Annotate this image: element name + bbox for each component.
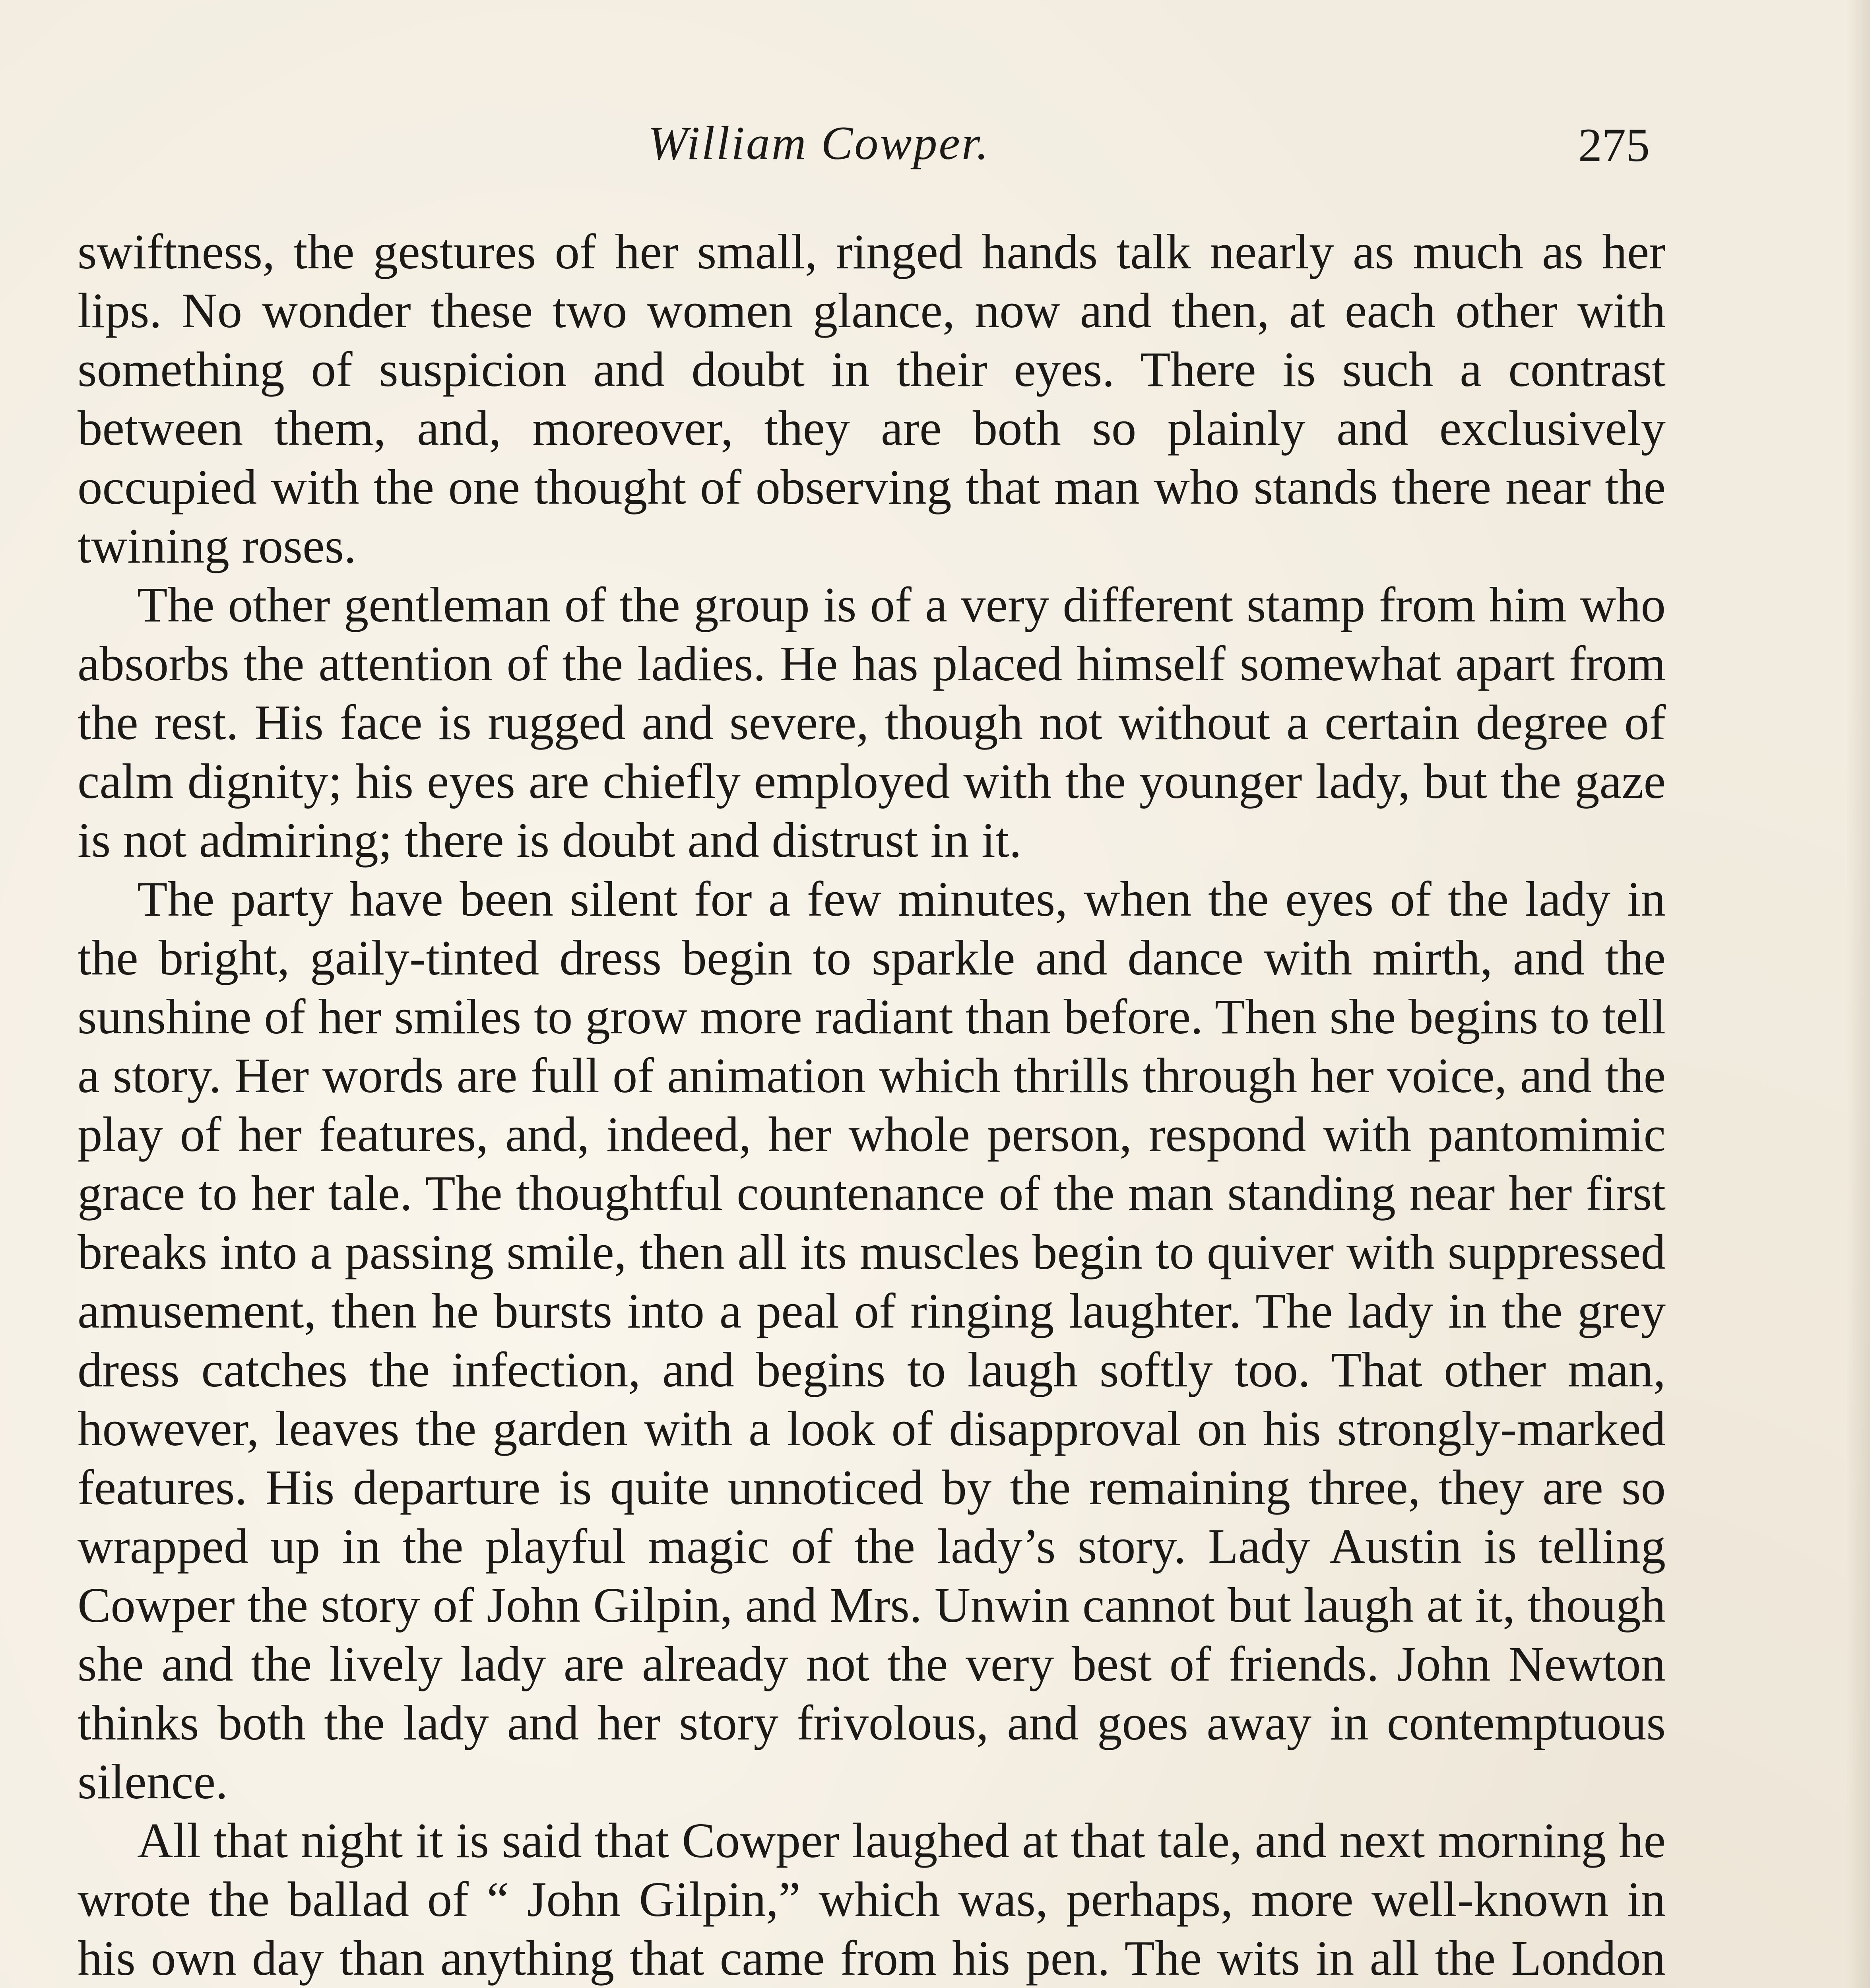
page-edge-shadow xyxy=(1846,0,1870,1988)
page-number: 275 xyxy=(1578,118,1650,171)
paragraph: The party have been silent for a few minutes, when the eyes of the lady in the bright, gaily-tinted dress begin to sparkle and dance with mirth, and the sunshine of her smiles to grow more radiant than before. Then she begins to tell a story. Her words are full of animation which thrills through her voice, and the play of her features, and, indeed, her whole person, respond with pantomimic grace to her tale. The thoughtful countenance of the man standing near her first breaks into a passing smile, then all its muscles begin to quiver with suppressed amusement, then he bursts into a peal of ringing laughter. The lady in the grey dress catches the infection, and begins to laugh softly too. That other man, however, leaves the garden with a look of disapproval on his strongly-marked features. His departure is quite unnoticed by the remaining three, they are so wrapped up in the playful magic of the lady’s story. Lady Austin is telling Cowper the story of John Gilpin, and Mrs. Unwin cannot but laugh at it, though she and the lively lady are already not the very best of friends. John Newton thinks both the lady and her story frivolous, and goes away in contemptuous silence. xyxy=(78,872,1666,1809)
body-text xyxy=(78,223,1666,1988)
paragraph: The other gentleman of the group is of a very different stamp from him who absorbs the attention of the ladies. He has placed himself somewhat apart from the rest. His face is rugged and severe, though not without a certain degree of calm dignity; his eyes are chiefly employed with the younger lady, but the gaze is not admiring; there is doubt and distrust in it. xyxy=(78,578,1666,868)
paragraph: swiftness, the gestures of her small, ringed hands talk nearly as much as her lips. No wonder these two women glance, now and then, at each other with something of suspicion and doubt in their eyes. There is such a contrast between them, and, moreover, they are both so plainly and exclusively occupied with the one thought of observing that man who stands there near the twining roses. xyxy=(78,225,1666,574)
running-title: William Cowper. xyxy=(648,116,990,169)
paragraph: All that night it is said that Cowper laughed at that tale, and next morning he wrote the ballad of “ John Gilpin,” which was, perhaps, more well-known in his own day than anything that came from his pen. The wits in all the London xyxy=(78,1813,1666,1986)
